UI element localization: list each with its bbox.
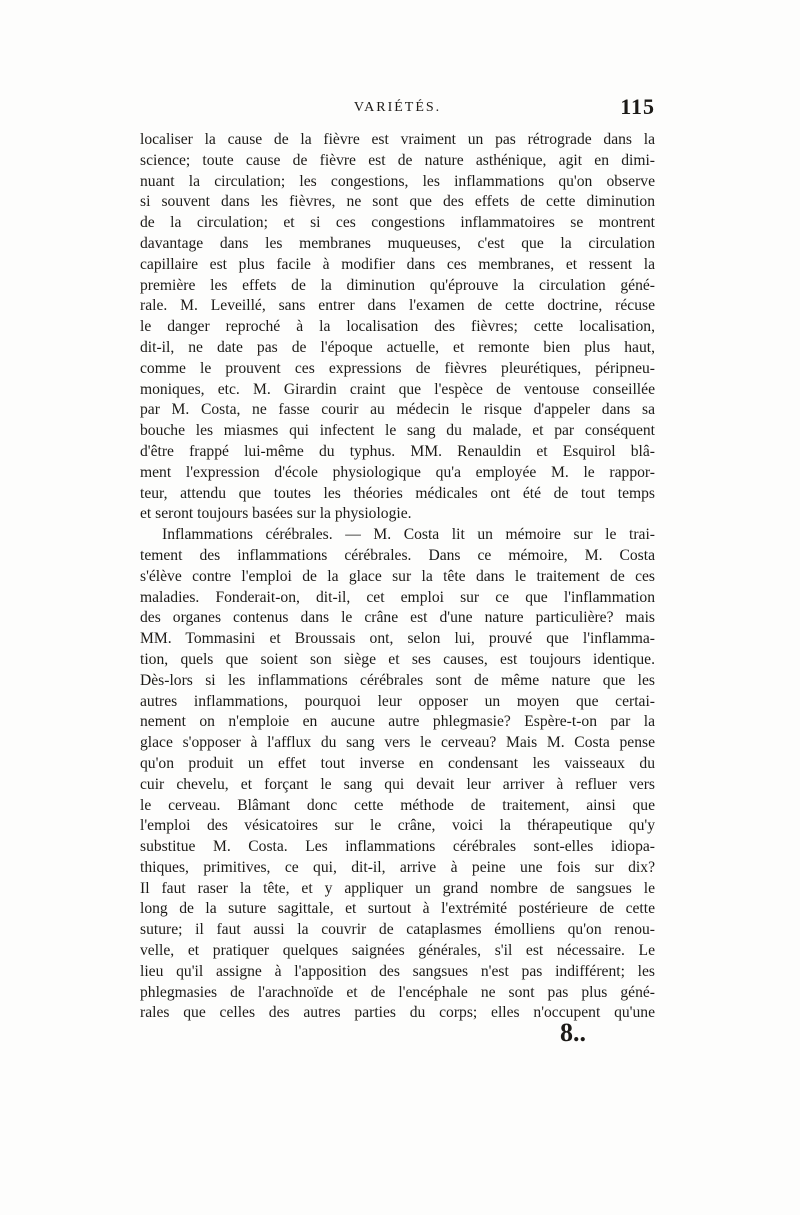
text-line: rale. M. Leveillé, sans entrer dans l'examen de cette doctrine, récuse: [140, 297, 655, 315]
text-line: maladies. Fonderait-on, dit-il, cet emploi sur ce que l'inflammation: [140, 588, 655, 606]
text-line: et seront toujours basées sur la physiologie.: [140, 505, 412, 523]
text-line: suture; il faut aussi la couvrir de cataplasmes émolliens qu'on renou-: [140, 921, 655, 939]
text-line: moniques, etc. M. Girardin craint que l'espèce de ventouse conseillée: [140, 380, 655, 398]
text-line: nement on n'emploie en aucune autre phlegmasie? Espère-t-on par la: [140, 713, 655, 731]
text-line: long de la suture sagittale, et surtout à l'extrémité postérieure de cette: [140, 900, 655, 918]
text-line: qu'on produit un effet tout inverse en condensant les vaisseaux du: [140, 754, 655, 772]
text-line: première les effets de la diminution qu'éprouve la circulation géné-: [140, 276, 655, 294]
text-line: par M. Costa, ne fasse courir au médecin le risque d'appeler dans sa: [140, 401, 655, 419]
text-line: thiques, primitives, ce qui, dit-il, arrive à peine une fois sur dix?: [140, 858, 655, 876]
text-line: Il faut raser la tête, et y appliquer un grand nombre de sangsues le: [140, 879, 655, 897]
text-line: le cerveau. Blâmant donc cette méthode de traitement, ainsi que: [140, 796, 655, 814]
text-line: rales que celles des autres parties du corps; elles n'occupent qu'une: [140, 1004, 655, 1022]
text-line: le danger reproché à la localisation des fièvres; cette localisation,: [140, 318, 655, 336]
text-line: si souvent dans les fièvres, ne sont que des effets de cette diminution: [140, 193, 655, 211]
text-line: comme le prouvent ces expressions de fièvres pleurétiques, péripneu-: [140, 359, 655, 377]
text-line: phlegmasies de l'arachnoïde et de l'encéphale ne sont pas plus géné-: [140, 983, 655, 1001]
text-line: autres inflammations, pourquoi leur opposer un moyen que certai-: [140, 692, 655, 710]
text-line: l'emploi des vésicatoires sur le crâne, voici la thérapeutique qu'y: [140, 817, 655, 835]
text-line: lieu qu'il assigne à l'apposition des sangsues n'est pas indifférent; les: [140, 962, 655, 980]
running-head: VARIÉTÉS.: [353, 100, 442, 115]
text-line: cuir chevelu, et forçant le sang qui devait leur arriver à refluer vers: [140, 775, 655, 793]
signature-mark: 8..: [560, 1018, 586, 1047]
text-line: MM. Tommasini et Broussais ont, selon lui, prouvé que l'inflamma-: [140, 630, 655, 648]
text-line: davantage dans les membranes muqueuses, c'est que la circulation: [140, 234, 655, 252]
text-line: nuant la circulation; les congestions, les inflammations qu'on observe: [140, 172, 655, 190]
text-line: capillaire est plus facile à modifier dans ces membranes, et ressent la: [140, 255, 655, 273]
body-text: [140, 130, 655, 1024]
text-line: velle, et pratiquer quelques saignées générales, s'il est nécessaire. Le: [140, 942, 655, 960]
text-line: teur, attendu que toutes les théories médicales ont été de tout temps: [140, 484, 655, 502]
section-heading-line: Inflammations cérébrales. — M. Costa lit un mémoire sur le trai-: [162, 526, 655, 544]
text-line: de la circulation; et si ces congestions inflammatoires se montrent: [140, 214, 655, 232]
text-line: glace s'opposer à l'afflux du sang vers le cerveau? Mais M. Costa pense: [140, 734, 655, 752]
text-line: localiser la cause de la fièvre est vraiment un pas rétrograde dans la: [140, 131, 655, 148]
text-line: bouche les miasmes qui infectent le sang du malade, et par conséquent: [140, 422, 655, 440]
text-line: des organes contenus dans le crâne est d'une nature particulière? mais: [140, 609, 655, 627]
text-line: dit-il, ne date pas de l'époque actuelle, et remonte bien plus haut,: [140, 338, 655, 356]
text-line: science; toute cause de fièvre est de nature asthénique, agit en dimi-: [140, 151, 655, 169]
text-line: d'être frappé lui-même du typhus. MM. Renauldin et Esquirol blâ-: [140, 442, 655, 460]
text-line: tion, quels que soient son siège et ses causes, est toujours identique.: [140, 650, 655, 668]
text-line: substitue M. Costa. Les inflammations cérébrales sont-elles idiopa-: [140, 838, 655, 856]
text-line: tement des inflammations cérébrales. Dans ce mémoire, M. Costa: [140, 546, 655, 564]
text-line: ment l'expression d'école physiologique qu'a employée M. le rappor-: [140, 463, 655, 481]
page-header: [140, 96, 655, 126]
text-line: Dès-lors si les inflammations cérébrales sont de même nature que les: [140, 671, 655, 689]
text-line: s'élève contre l'emploi de la glace sur la tête dans le traitement de ces: [140, 567, 655, 585]
page-number: 115: [620, 94, 655, 119]
